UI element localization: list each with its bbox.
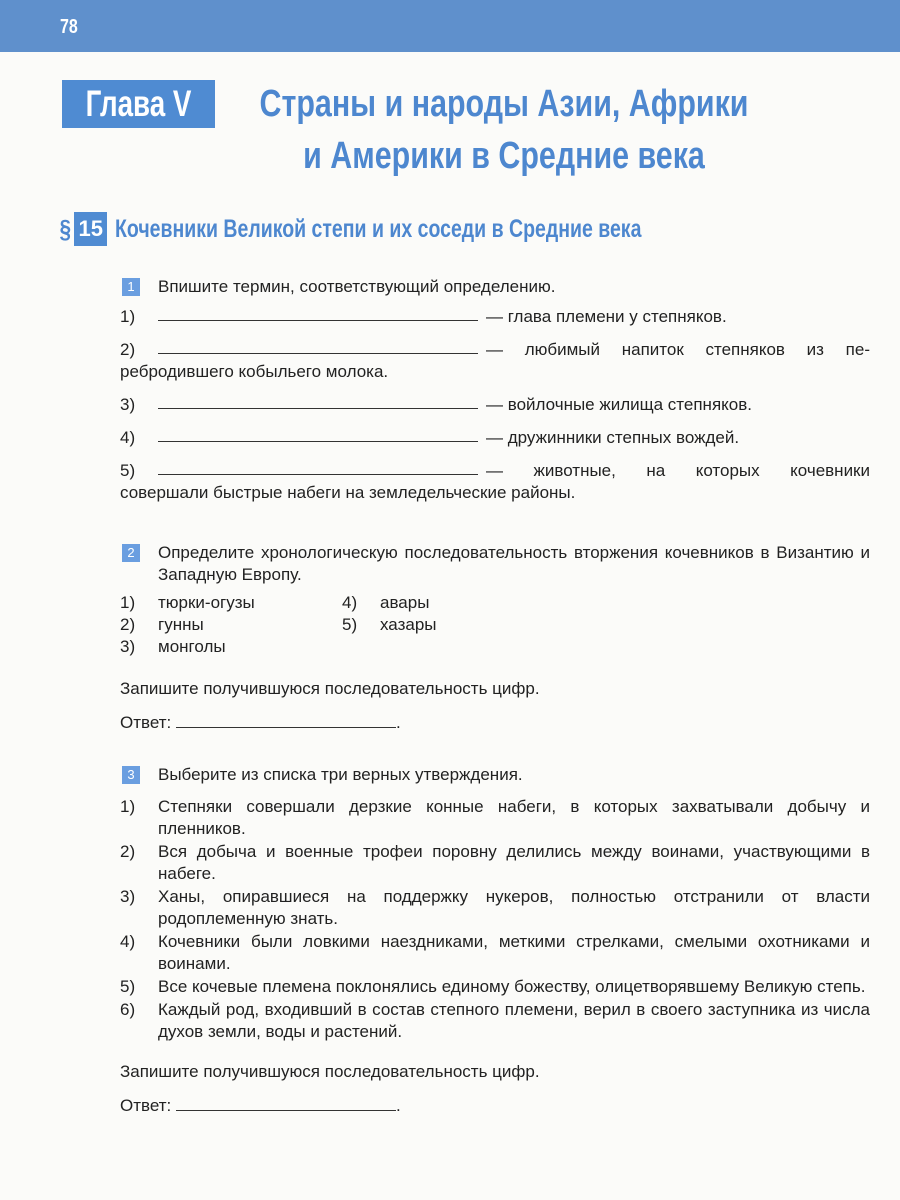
statement-item [120, 931, 870, 975]
task-prompt: Выберите из списка три верных утверждения. [158, 765, 523, 784]
section-heading [58, 212, 790, 246]
answer-label: Ответ: [120, 1096, 172, 1115]
term-answer-field[interactable] [158, 306, 478, 321]
statement-text: Кочевники были ловкими наездниками, меткими стрелками, смелыми охотниками и воинами. [158, 932, 870, 973]
statement-item [120, 999, 870, 1043]
answer-label: Ответ: [120, 713, 172, 732]
statement-item [120, 841, 870, 885]
option-text: хазары [380, 615, 437, 634]
option-item [342, 592, 542, 614]
task-number: 1 [122, 278, 140, 296]
statement-item [120, 886, 870, 930]
option-item [120, 636, 342, 658]
option-text: тюрки-огузы [158, 593, 255, 612]
task-2: 2 Определите хронологическую последовательность вторжения кочевников в Византию и Западную Европу. 1) тюрки-огузы 4) авары 2) гунны 5) хазары 3) монголы Запишите получившуюся последовательность цифр. Ответ: . [120, 543, 870, 732]
term-definition: — глава племени у степняков. [486, 307, 727, 326]
statement-number: 2) [120, 842, 136, 861]
statement-number: 6) [120, 1000, 136, 1019]
task-number: 2 [122, 544, 140, 562]
statement-text: Степняки совершали дерзкие конные набеги, в которых захватывали добычу и пленников. [158, 797, 870, 838]
task-instruction: Запишите получившуюся последовательность цифр. [120, 1062, 540, 1081]
item-number: 2) [120, 340, 136, 359]
item-number: 5) [120, 461, 136, 480]
answer-field[interactable] [176, 1096, 396, 1111]
statement-number: 3) [120, 887, 136, 906]
statement-number: 5) [120, 977, 136, 996]
option-number: 4) [342, 593, 358, 612]
task-prompt: Определите хронологическую последовательность вторжения кочевников в Византию и Западную Европу. [158, 543, 870, 584]
term-definition: — дружинники степных вождей. [486, 428, 740, 447]
term-item [120, 394, 870, 416]
item-number: 1) [120, 307, 136, 326]
option-number: 5) [342, 615, 358, 634]
task-number: 3 [122, 766, 140, 784]
statement-text: Ханы, опиравшиеся на поддержку нукеров, полностью отстранили от власти родоплеменную знать. [158, 887, 870, 928]
chapter-title-line1: Страны и народы Азии, Африки [259, 83, 749, 125]
term-item [120, 306, 870, 328]
option-text: гунны [158, 615, 204, 634]
term-definition: — любимый напиток степняков из пе- [486, 340, 870, 359]
page-header-band [0, 0, 900, 52]
statement-text: Каждый род, входивший в состав степного племени, верил в своего заступника из числа духов земли, воды и растений. [158, 1000, 870, 1041]
item-number: 4) [120, 428, 136, 447]
term-definition-continued: ребродившего кобыльего молока. [120, 362, 389, 381]
chapter-title [232, 78, 776, 182]
term-answer-field[interactable] [158, 427, 478, 442]
option-item [120, 592, 342, 614]
option-number: 2) [120, 615, 136, 634]
chapter-title-line2: и Америки в Средние века [303, 135, 705, 177]
term-definition: — войлочные жилища степняков. [486, 395, 752, 414]
task-instruction: Запишите получившуюся последовательность цифр. [120, 679, 540, 698]
option-item [342, 614, 542, 636]
option-text: монголы [158, 637, 226, 656]
term-definition: — животные, на которых кочевники [486, 461, 870, 480]
chapter-label-text: Глава V [85, 83, 192, 124]
statement-text: Вся добыча и военные трофеи поровну делились между воинами, участвующими в набеге. [158, 842, 870, 883]
section-number: 15 [74, 212, 106, 246]
statement-number: 1) [120, 797, 136, 816]
statement-item [120, 976, 870, 998]
statement-number: 4) [120, 932, 136, 951]
section-symbol: § [59, 213, 72, 244]
term-answer-field[interactable] [158, 394, 478, 409]
term-item [120, 460, 870, 504]
task-3: 3 Выберите из списка три верных утверждения. 1) Степняки совершали дерзкие конные набеги, в которых захватывали добычу и пленников. 2) Вся добыча и военные трофеи поровну делились между воинами, участвующими в набеге. 3) Ханы, опиравшиеся на поддержку нукеров, полностью отстранили от власти родоплеменную знать. 4) Кочевники были ловкими наездниками, меткими стрелками, смелыми охотниками и воинами. 5) Все кочевые племена поклонялись единому божеству, олицетворявшему Великую степь. 6) Каждый род, входивший в состав степного племени, верил в своего заступника из числа духов земли, воды и растений. Запишите получившуюся последовательность цифр. Ответ: . [120, 765, 870, 1115]
option-item [120, 614, 342, 636]
chapter-label [62, 80, 215, 128]
term-definition-continued: совершали быстрые набеги на земледельческие районы. [120, 483, 576, 502]
statement-text: Все кочевые племена поклонялись единому божеству, олицетворявшему Великую степь. [158, 977, 866, 996]
item-number: 3) [120, 395, 136, 414]
term-answer-field[interactable] [158, 339, 478, 354]
option-number: 3) [120, 637, 136, 656]
task-prompt: Впишите термин, соответствующий определению. [158, 277, 556, 296]
statement-item [120, 796, 870, 840]
option-text: авары [380, 593, 430, 612]
answer-field[interactable] [176, 713, 396, 728]
option-number: 1) [120, 593, 136, 612]
term-item [120, 339, 870, 383]
page-number: 78 [60, 16, 78, 38]
term-answer-field[interactable] [158, 460, 478, 475]
term-item [120, 427, 870, 449]
task-1 [120, 276, 870, 515]
section-title: Кочевники Великой степи и их соседи в Средние века [114, 214, 642, 243]
